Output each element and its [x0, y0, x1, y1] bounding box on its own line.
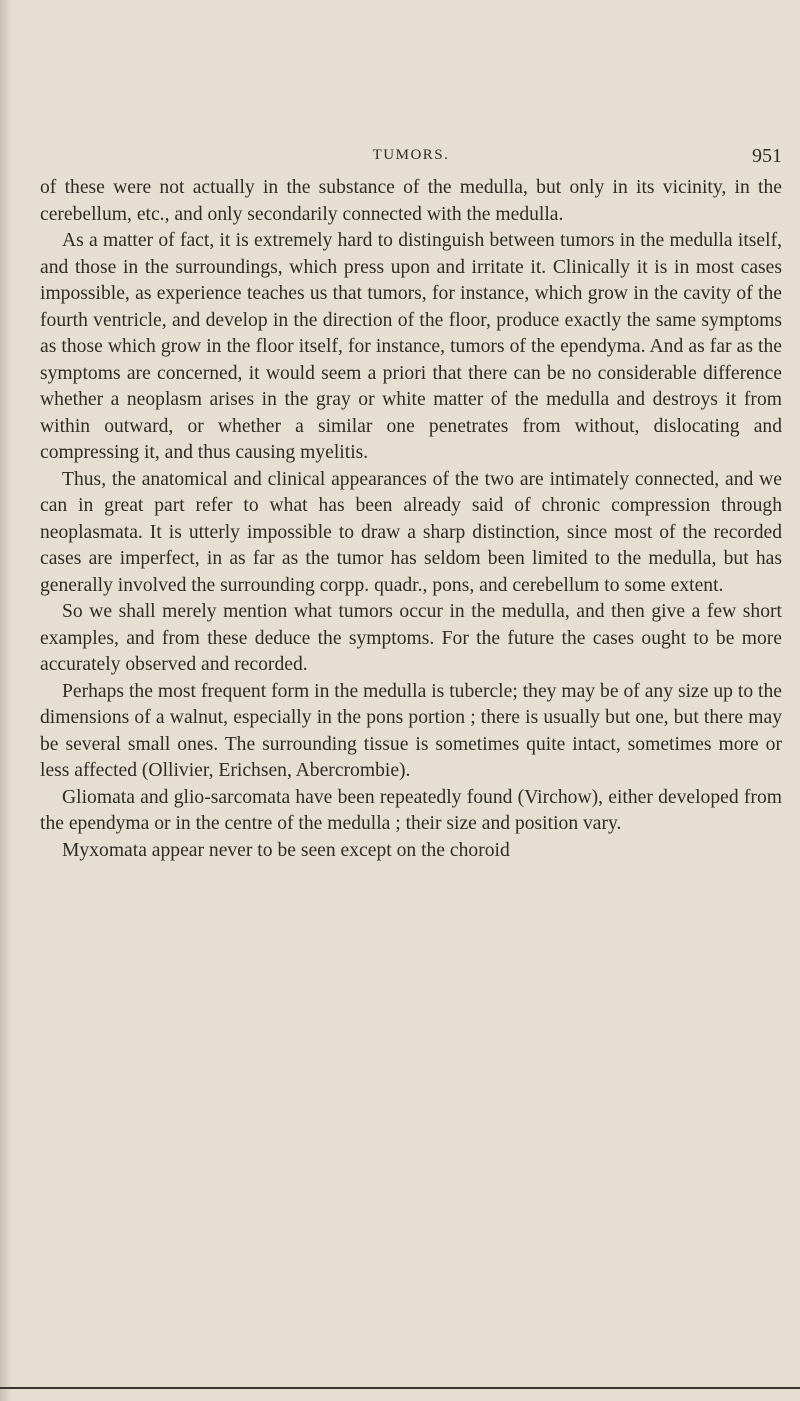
page-number: 951 — [752, 145, 782, 167]
paragraph-6: Gliomata and glio-sarcomata have been repeatedly found (Virchow), either developed from the ependyma or in the centre of the medulla ; their size and position vary. — [40, 786, 782, 834]
body-text — [40, 175, 782, 864]
page-edge-shadow — [0, 0, 12, 1401]
running-title: TUMORS. — [372, 147, 450, 163]
paragraph-5: Perhaps the most frequent form in the medulla is tubercle; they may be of any size up to the dimensions of a walnut, especially in the pons portion ; there is usually but one, but there may be several small ones. The surrounding tissue is sometimes quite intact, sometimes more or less affected (Ollivier, Erichsen, Abercrombie). — [40, 680, 782, 781]
running-head — [40, 145, 782, 169]
paragraph-2: As a matter of fact, it is extremely hard to distinguish between tumors in the medulla itself, and those in the surroundings, which press upon and irritate it. Clinically it is in most cases impossible, as experience teaches us that tumors, for instance, which grow in the cavity of the fourth ventricle, and develop in the direction of the floor, produce exactly the same symptoms as those which grow in the floor itself, for instance, tumors of the ependyma. And as far as the symptoms are concerned, it would seem a priori that there can be no considerable difference whether a neoplasm arises in the gray or white matter of the medulla and destroys it from within outward, or whether a similar one penetrates from without, dislocating and compressing it, and thus causing myelitis. — [40, 230, 782, 463]
paragraph-1: of these were not actually in the substance of the medulla, but only in its vicinity, in the cerebellum, etc., and only secondarily connected with the medulla. — [40, 177, 782, 225]
paragraph-4: So we shall merely mention what tumors occur in the medulla, and then give a few short examples, and from these deduce the symptoms. For the future the cases ought to be more accurately observed and recorded. — [40, 601, 782, 675]
paragraph-3: Thus, the anatomical and clinical appearances of the two are intimately connected, and we can in great part refer to what has been already said of chronic compression through neoplasmata. It is utterly impossible to draw a sharp distinction, since most of the recorded cases are imperfect, in as far as the tumor has seldom been limited to the medulla, but has generally involved the surrounding corpp. quadr., pons, and cerebellum to some extent. — [40, 468, 782, 596]
paragraph-7: Myxomata appear never to be seen except on the choroid — [62, 839, 510, 861]
bottom-rule — [0, 1387, 800, 1389]
